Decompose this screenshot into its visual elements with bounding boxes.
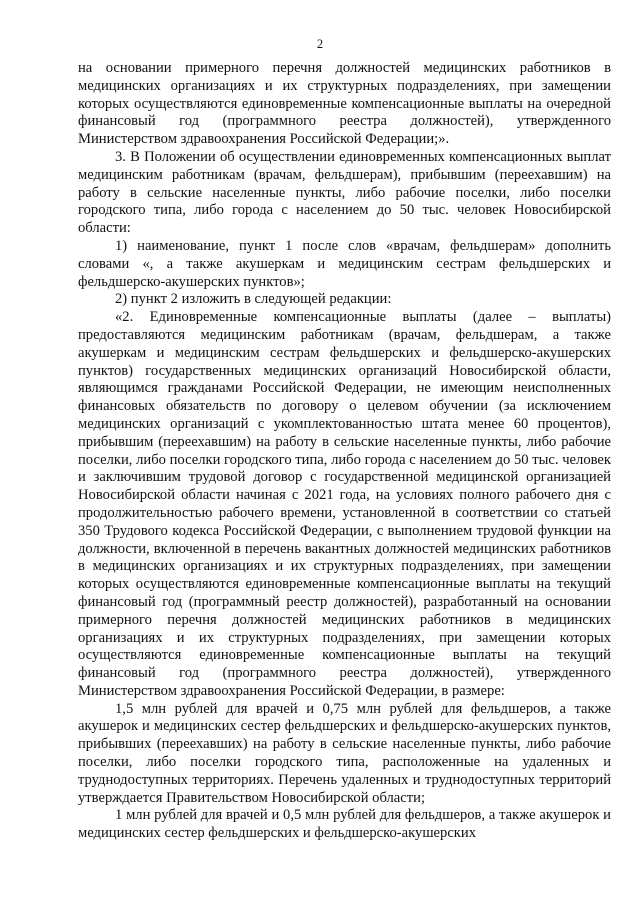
paragraph: 1) наименование, пункт 1 после слов «врачам, фельдшерам» дополнить словами «, а также акушеркам и медицинским сестрам фельдшерских и фельдшерско-акушерских пунктов»;	[78, 237, 611, 290]
paragraph: на основании примерного перечня должностей медицинских работников в медицинских организациях и их структурных подразделениях, при замещении которых осуществляются единовременные компенсационные выплаты на очередной финансовый год (программного реестра должностей), утвержденного Министерством здравоохранения Российской Федерации;».	[78, 60, 611, 148]
paragraph: 3. В Положении об осуществлении единовременных компенсационных выплат медицинским работникам (врачам, фельдшерам), прибывшим (переехавшим) на работу в сельские населенные пункты, либо рабочие поселки, либо поселки городского типа, либо города с населением до 50 тыс. человек Новосибирской области:	[78, 148, 611, 237]
paragraph: 1,5 млн рублей для врачей и 0,75 млн рублей для фельдшеров, а также акушерок и медицинских сестер фельдшерских и фельдшерско-акушерских пунктов, прибывших (переехавших) на работу в сельские населенные пункты, либо рабочие поселки, либо поселки городского типа, расположенные на удаленных и труднодоступных территориях. Перечень удаленных и труднодоступных территорий утверждается Правительством Новосибирской области;	[78, 700, 611, 806]
paragraph: «2. Единовременные компенсационные выплаты (далее – выплаты) предоставляются медицинским работникам (врачам, фельдшерам, а также акушеркам и медицинским сестрам фельдшерских и фельдшерско-акушерских пунктов) государственных медицинских организаций Новосибирской области, являющимся гражданами Российской Федерации, не имеющим неисполненных финансовых обязательств по договору о целевом обучении (за исключением медицинских организаций с укомплектованностью штата менее 60 процентов), прибывшим (переехавшим) на работу в сельские населенные пункты, либо рабочие поселки, либо поселки городского типа, либо города с населением до 50 тыс. человек и заключившим трудовой договор с государственной медицинской организацией Новосибирской области начиная с 2021 года, на условиях полного рабочего дня с продолжительностью рабочего времени, установленной в соответствии со статьей 350 Трудового кодекса Российской Федерации, с выполнением трудовой функции на должности, включенной в перечень вакантных должностей медицинских работников в медицинских организациях и их структурных подразделениях, при замещении которых осуществляются единовременные компенсационные выплаты на текущий финансовый год (программный реестр должностей), разработанный на основании примерного перечня должностей медицинских работников в медицинских организациях и их структурных подразделениях, при замещении которых осуществляются единовременные компенсационные выплаты на текущий финансовый год (программного реестра должностей), утвержденного Министерством здравоохранения Российской Федерации, в размере:	[78, 309, 611, 699]
paragraph: 2) пункт 2 изложить в следующей редакции:	[115, 291, 392, 308]
document-body	[78, 60, 611, 843]
page-number: 2	[316, 37, 324, 51]
paragraph: 1 млн рублей для врачей и 0,5 млн рублей для фельдшеров, а также акушерок и медицинских сестер фельдшерских и фельдшерско-акушерских	[78, 807, 611, 842]
